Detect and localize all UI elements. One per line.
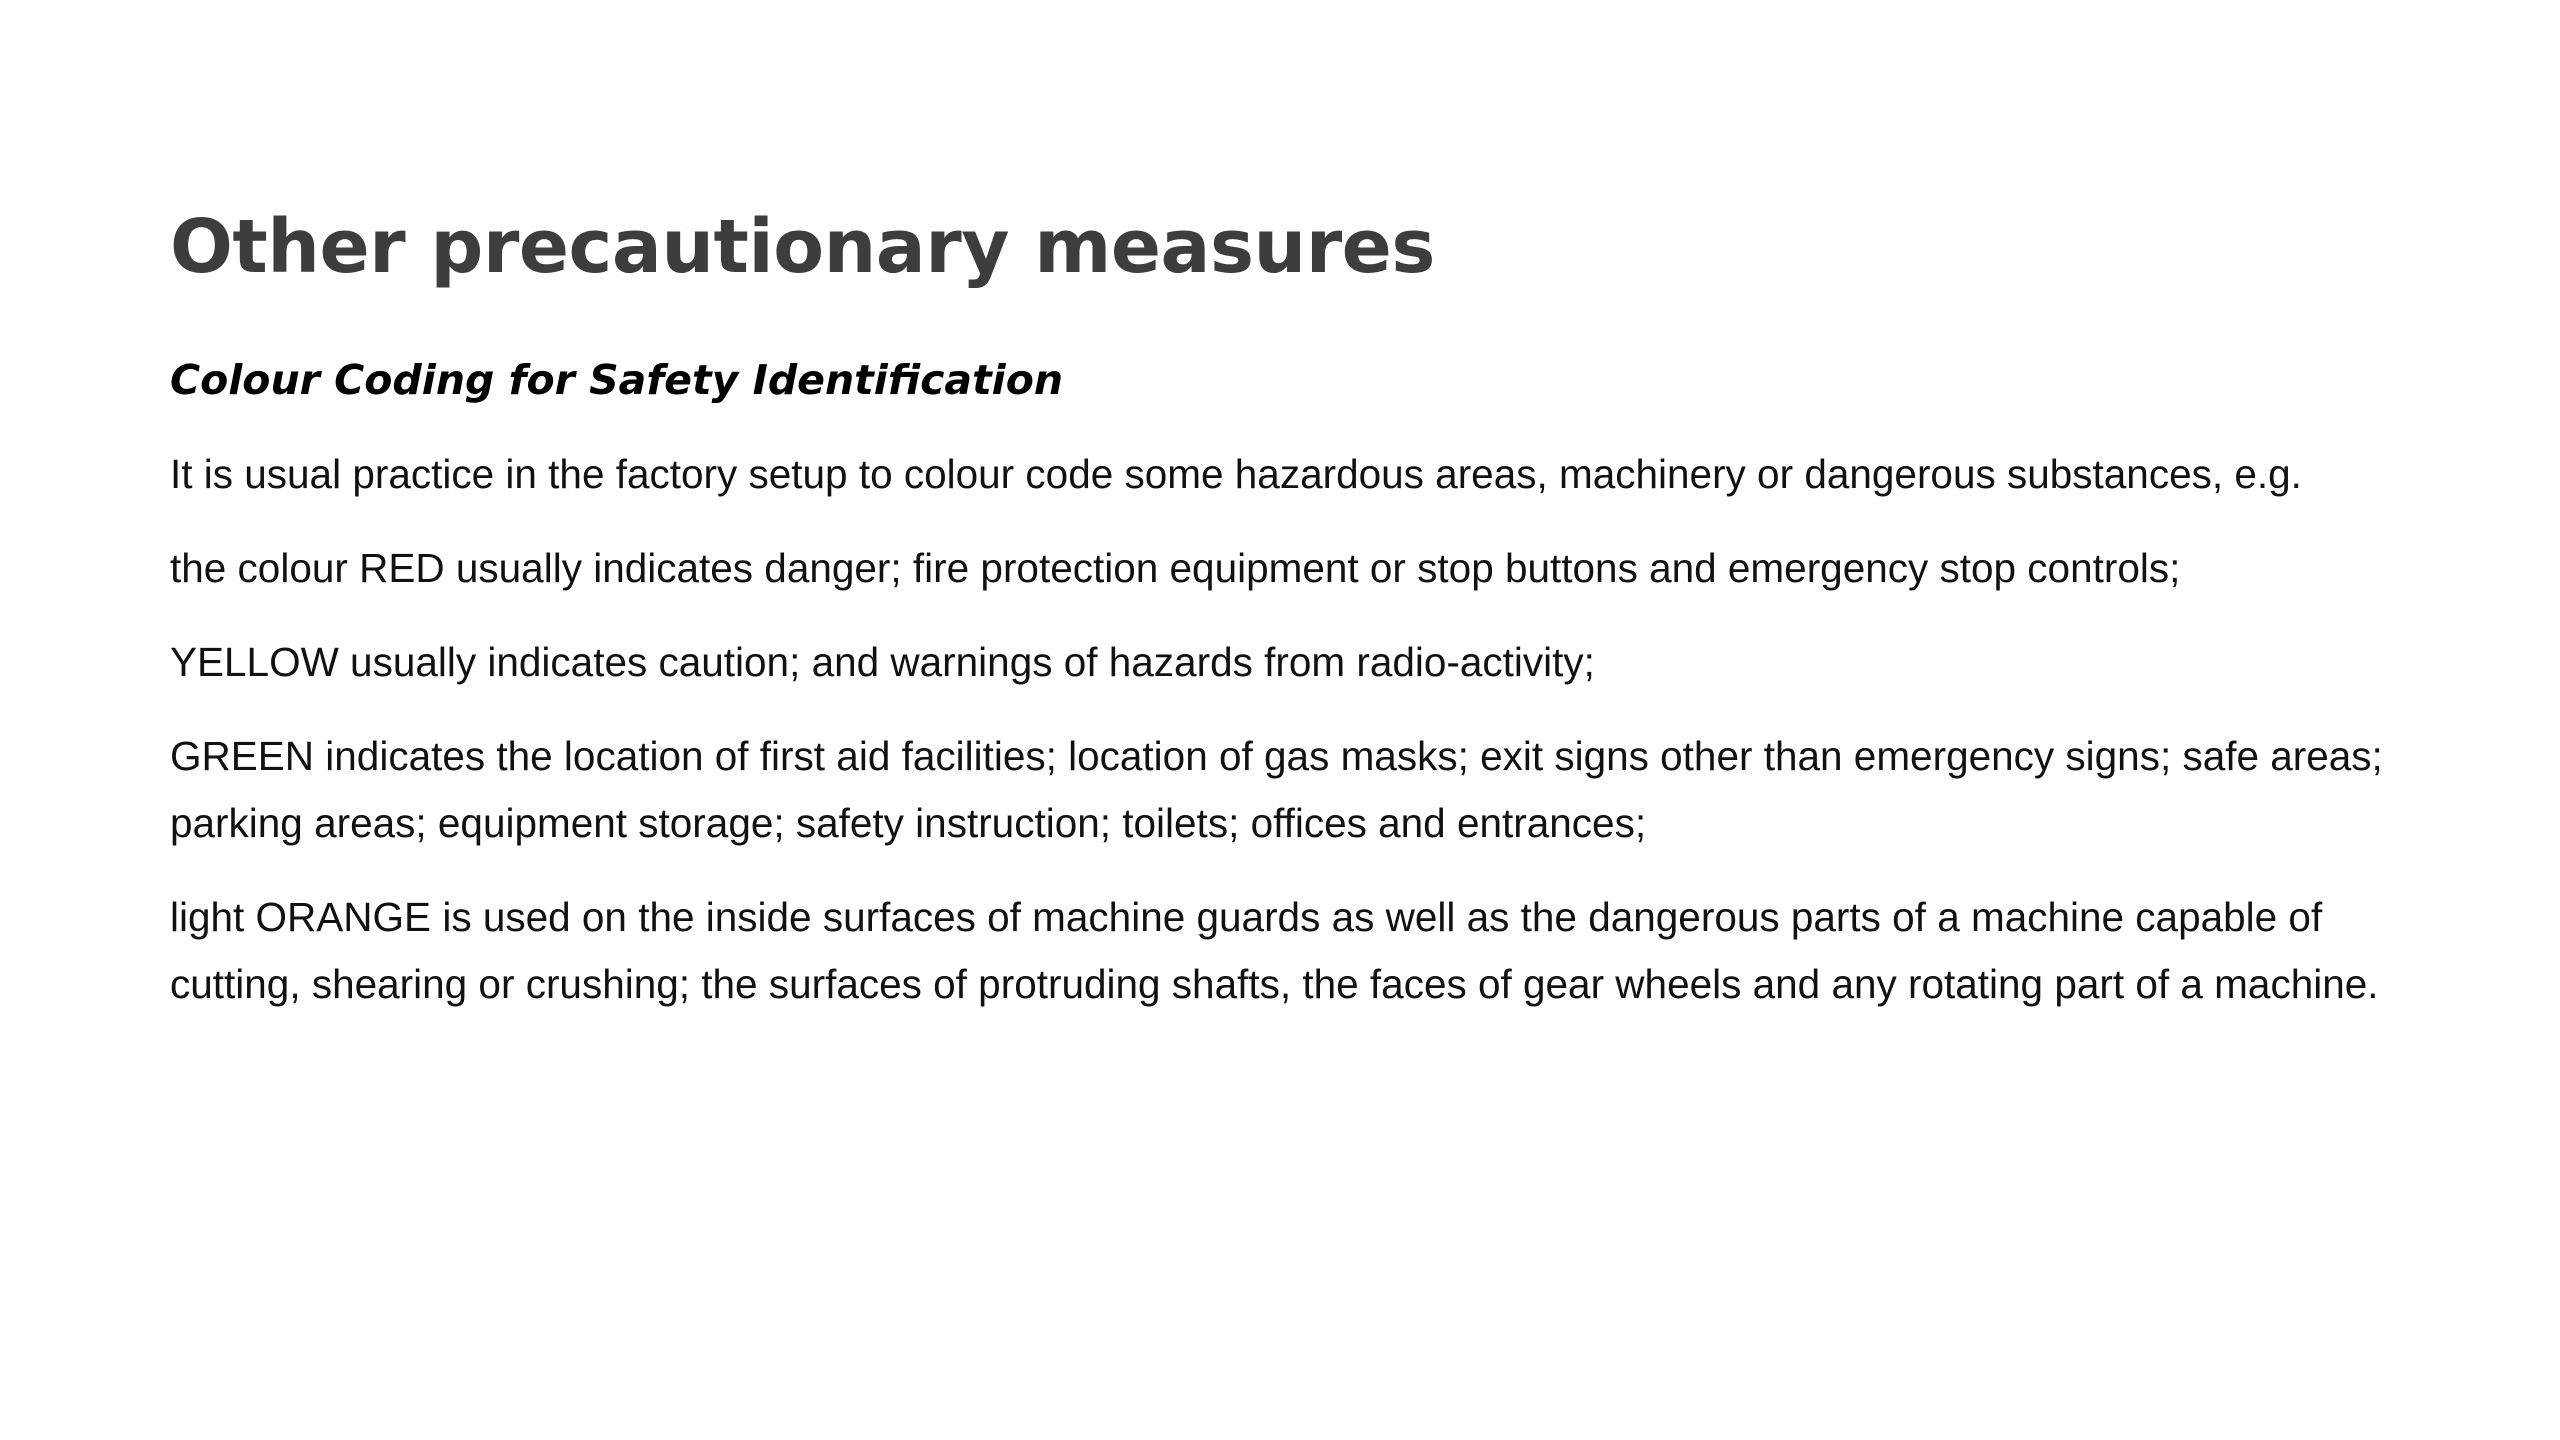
paragraph-intro: It is usual practice in the factory setup to colour code some hazardous areas, machinery or dangerous substances, e.g. bbox=[170, 451, 2302, 497]
slide-content bbox=[170, 192, 2430, 1018]
section-subtitle: Colour Coding for Safety Identification bbox=[170, 356, 1064, 404]
paragraph-orange: light ORANGE is used on the inside surfaces of machine guards as well as the dangerous parts of a machine capable of cutting, shearing or crushing; the surfaces of protruding shafts, the faces of gear wheels and any rotating part of a machine. bbox=[170, 894, 2379, 1007]
paragraph-yellow: YELLOW usually indicates caution; and warnings of hazards from radio-activity; bbox=[170, 639, 1595, 685]
slide-title: Other precautionary measures bbox=[170, 204, 1435, 290]
paragraph-green: GREEN indicates the location of first aid facilities; location of gas masks; exit signs other than emergency signs; safe areas; parking areas; equipment storage; safety instruction; toilets; offices and entrances; bbox=[170, 733, 2383, 846]
paragraph-red: the colour RED usually indicates danger; fire protection equipment or stop buttons and emergency stop controls; bbox=[170, 545, 2181, 591]
